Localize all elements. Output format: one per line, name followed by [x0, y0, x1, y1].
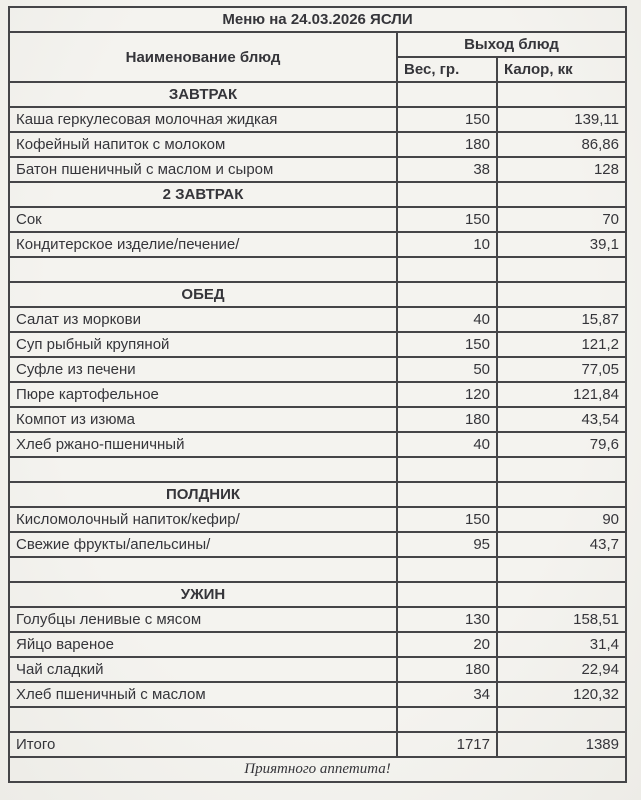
section-label: ЗАВТРАК	[9, 82, 397, 107]
dish-name: Свежие фрукты/апельсины/	[9, 532, 397, 557]
section-row	[9, 582, 626, 607]
section-calories-cell	[497, 582, 626, 607]
dish-name: Чай сладкий	[9, 657, 397, 682]
dish-name: Суп рыбный крупяной	[9, 332, 397, 357]
dish-weight: 150	[397, 507, 497, 532]
dish-weight: 50	[397, 357, 497, 382]
dish-calories: 22,94	[497, 657, 626, 682]
total-calories: 1389	[497, 732, 626, 757]
empty-calories-cell	[497, 707, 626, 732]
section-label: ОБЕД	[9, 282, 397, 307]
empty-name-cell	[9, 707, 397, 732]
menu-table	[8, 6, 627, 783]
dish-row	[9, 207, 626, 232]
dish-row	[9, 532, 626, 557]
section-label: УЖИН	[9, 582, 397, 607]
empty-calories-cell	[497, 557, 626, 582]
dish-row	[9, 357, 626, 382]
dish-weight: 38	[397, 157, 497, 182]
column-header-calories: Калор, кк	[497, 57, 626, 82]
dish-weight: 95	[397, 532, 497, 557]
dish-weight: 150	[397, 332, 497, 357]
dish-name: Яйцо вареное	[9, 632, 397, 657]
dish-calories: 120,32	[497, 682, 626, 707]
header-row	[9, 32, 626, 57]
empty-name-cell	[9, 257, 397, 282]
dish-weight: 40	[397, 432, 497, 457]
dish-weight: 150	[397, 107, 497, 132]
empty-weight-cell	[397, 557, 497, 582]
dish-name: Салат из моркови	[9, 307, 397, 332]
section-calories-cell	[497, 82, 626, 107]
dish-name: Пюре картофельное	[9, 382, 397, 407]
empty-weight-cell	[397, 457, 497, 482]
dish-name: Каша геркулесовая молочная жидкая	[9, 107, 397, 132]
dish-row	[9, 657, 626, 682]
dish-row	[9, 107, 626, 132]
dish-calories: 121,2	[497, 332, 626, 357]
section-calories-cell	[497, 482, 626, 507]
section-row	[9, 482, 626, 507]
empty-row	[9, 557, 626, 582]
empty-row	[9, 257, 626, 282]
dish-row	[9, 332, 626, 357]
dish-weight: 34	[397, 682, 497, 707]
dish-row	[9, 507, 626, 532]
menu-title: Меню на 24.03.2026 ЯСЛИ	[9, 7, 626, 32]
total-label: Итого	[9, 732, 397, 757]
dish-row	[9, 432, 626, 457]
dish-row	[9, 132, 626, 157]
dish-calories: 158,51	[497, 607, 626, 632]
dish-row	[9, 307, 626, 332]
dish-calories: 121,84	[497, 382, 626, 407]
dish-calories: 86,86	[497, 132, 626, 157]
section-weight-cell	[397, 182, 497, 207]
section-calories-cell	[497, 282, 626, 307]
empty-weight-cell	[397, 257, 497, 282]
dish-name: Кондитерское изделие/печение/	[9, 232, 397, 257]
dish-weight: 20	[397, 632, 497, 657]
empty-calories-cell	[497, 257, 626, 282]
dish-weight: 120	[397, 382, 497, 407]
footer-row	[9, 757, 626, 782]
dish-name: Суфле из печени	[9, 357, 397, 382]
dish-row	[9, 157, 626, 182]
dish-name: Компот из изюма	[9, 407, 397, 432]
dish-weight: 180	[397, 132, 497, 157]
section-row	[9, 182, 626, 207]
dish-row	[9, 232, 626, 257]
dish-weight: 130	[397, 607, 497, 632]
dish-calories: 15,87	[497, 307, 626, 332]
empty-calories-cell	[497, 457, 626, 482]
dish-calories: 43,7	[497, 532, 626, 557]
dish-row	[9, 632, 626, 657]
empty-weight-cell	[397, 707, 497, 732]
section-row	[9, 282, 626, 307]
dish-name: Кисломолочный напиток/кефир/	[9, 507, 397, 532]
section-weight-cell	[397, 482, 497, 507]
column-header-weight: Вес, гр.	[397, 57, 497, 82]
column-header-name: Наименование блюд	[9, 32, 397, 82]
dish-name: Кофейный напиток с молоком	[9, 132, 397, 157]
dish-name: Голубцы ленивые с мясом	[9, 607, 397, 632]
section-weight-cell	[397, 282, 497, 307]
dish-calories: 39,1	[497, 232, 626, 257]
dish-weight: 180	[397, 407, 497, 432]
total-weight: 1717	[397, 732, 497, 757]
dish-weight: 40	[397, 307, 497, 332]
dish-name: Сок	[9, 207, 397, 232]
section-weight-cell	[397, 582, 497, 607]
section-calories-cell	[497, 182, 626, 207]
section-label: ПОЛДНИК	[9, 482, 397, 507]
dish-calories: 90	[497, 507, 626, 532]
empty-row	[9, 707, 626, 732]
dish-name: Хлеб ржано-пшеничный	[9, 432, 397, 457]
dish-name: Батон пшеничный с маслом и сыром	[9, 157, 397, 182]
dish-calories: 77,05	[497, 357, 626, 382]
empty-name-cell	[9, 557, 397, 582]
empty-row	[9, 457, 626, 482]
column-header-output: Выход блюд	[397, 32, 626, 57]
dish-row	[9, 407, 626, 432]
dish-calories: 139,11	[497, 107, 626, 132]
section-row	[9, 82, 626, 107]
dish-weight: 180	[397, 657, 497, 682]
dish-row	[9, 382, 626, 407]
dish-calories: 70	[497, 207, 626, 232]
dish-name: Хлеб пшеничный с маслом	[9, 682, 397, 707]
dish-calories: 43,54	[497, 407, 626, 432]
dish-weight: 10	[397, 232, 497, 257]
dish-calories: 128	[497, 157, 626, 182]
title-row	[9, 7, 626, 32]
dish-calories: 31,4	[497, 632, 626, 657]
empty-name-cell	[9, 457, 397, 482]
section-label: 2 ЗАВТРАК	[9, 182, 397, 207]
total-row	[9, 732, 626, 757]
dish-row	[9, 682, 626, 707]
section-weight-cell	[397, 82, 497, 107]
dish-weight: 150	[397, 207, 497, 232]
footer-message: Приятного аппетита!	[9, 757, 626, 782]
dish-row	[9, 607, 626, 632]
dish-calories: 79,6	[497, 432, 626, 457]
